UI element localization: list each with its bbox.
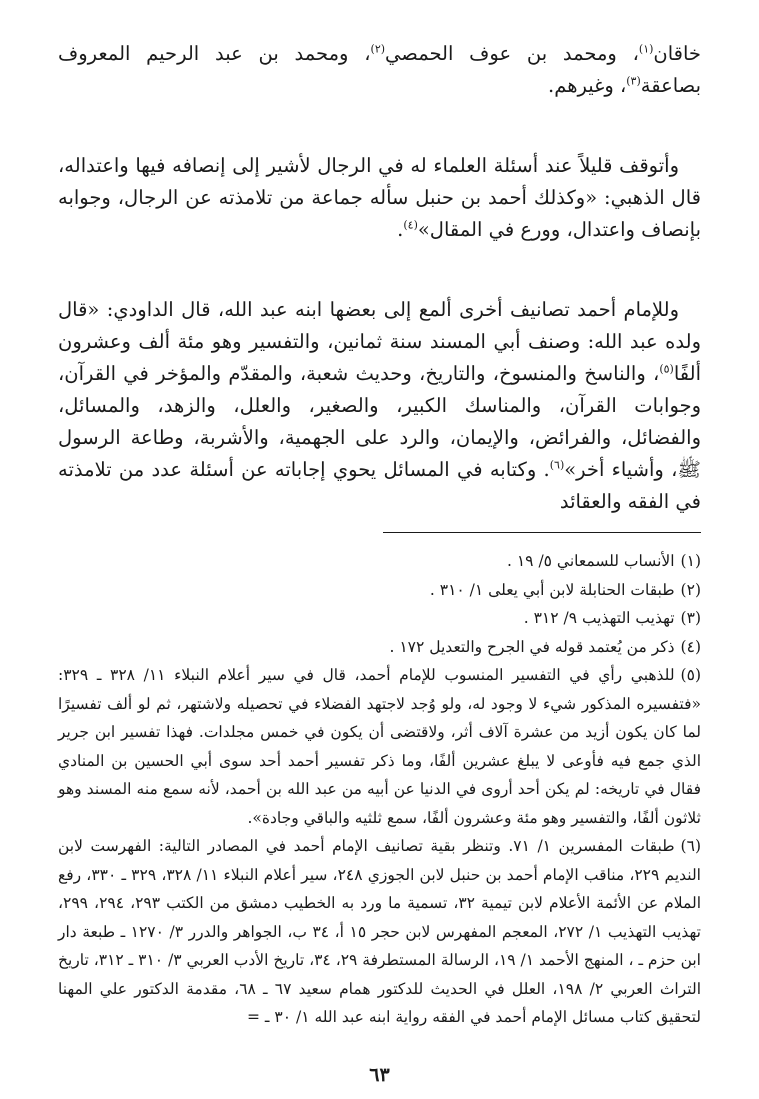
footnote-text: طبقات المفسرين ١/ ٧١. وتنظر بقية تصانيف الإمام أحمد في المصادر التالية: الفهرست لابن النديم ٢٢٩، مناقب الإمام أحمد بن حنبل لابن الجوزي ٢٤٨، سير أعلام النبلاء ١١/ ٣٢٨، ٣٢٩ ـ ٣٣٠، رفع الملام عن الأئمة الأعلام لابن تيمية ٣٢، تسمية ما ورد به الخطيب دمشق من الكتب ٢٩٣، ٢٩٤، ٢٩٩، تهذيب التهذيب ١/ ٢٧٢، المعجم المفهرس لابن حجر ١٥ أ، ٣٤ ب، الجواهر والدرر ٣/ ١٢٧٠ ـ طبعة دار ابن حزم ـ ، المنهج الأحمد ١/ ١٩، الرسالة المستطرفة ٢٩، ٣٤، تاريخ الأدب العربي ٣/ ٣١٠ ـ ٣١٢، تاريخ التراث العربي ٢/ ١٩٨، العلل في الحديث للدكتور همام سعيد ٦٧ ـ ٦٨، مقدمة الدكتور علي المهنا لتحقيق كتاب مسائل الإمام أحمد في الفقه رواية ابنه عبد الله ١/ ٣٠ ـ =	[57, 837, 702, 1026]
footnote-text: طبقات الحنابلة لابن أبي يعلى ١/ ٣١٠ .	[429, 580, 675, 599]
footnote-ref[interactable]: (٣)	[626, 74, 641, 88]
footnote-number: (٣)	[680, 609, 701, 627]
text-run: وأتوقف قليلاً عند أسئلة العلماء له في الرجال لأشير إلى إنصافه فيها واعتداله، قال الذهبي: «وكذلك أحمد بن حنبل سأله جماعة من تلامذته عن الرجال، وجوابه بإنصاف واعتدال، وورع في المقال»	[58, 154, 701, 241]
body-paragraph	[58, 294, 701, 518]
footnote	[58, 661, 701, 832]
footnote	[58, 633, 701, 662]
text-run: خاقان	[653, 42, 701, 65]
footnote	[58, 547, 701, 576]
footnote-number: (٢)	[680, 580, 701, 599]
footnote-number: (١)	[680, 552, 701, 570]
footnote	[58, 604, 701, 633]
footnote-ref[interactable]: (٦)	[549, 458, 565, 472]
footnote-number: (٦)	[680, 837, 701, 855]
footnote-number: (٥)	[680, 666, 701, 684]
text-run: ، والناسخ والمنسوخ، والتاريخ، وحديث شعبة، والمقدّم والمؤخر في القرآن، وجوابات القرآن، والمناسك الكبير، والصغير، والعلل، والزهد، والمسائل، والفضائل، والفرائض، والإيمان، والرد على الجهمية، والأشربة، وطاعة الرسول ﷺ، وأشياء أخر»	[58, 362, 701, 481]
footnote	[58, 576, 701, 605]
text-run: ، ومحمد بن عبد الرحيم المعروف بصاعقة	[58, 42, 701, 97]
text-run: ، ومحمد بن عوف الحمصي	[385, 42, 639, 65]
body-paragraph	[58, 38, 701, 102]
footnote-text: ذكر من يُعتمد قوله في الجرح والتعديل ١٧٢ .	[389, 637, 675, 656]
footnote-ref[interactable]: (١)	[638, 42, 654, 56]
text-run: وللإمام أحمد تصانيف أخرى ألمع إلى بعضها ابنه عبد الله، قال الداودي: «قال ولده عبد الله: وصنف أبي المسند سنة ثمانين، والتفسير وهو مئة ألف وعشرون ألفًا	[58, 298, 701, 385]
text-run: .	[397, 218, 404, 241]
footnote-text: تهذيب التهذيب ٩/ ٣١٢ .	[523, 609, 675, 627]
text-run: . وكتابه في المسائل يحوي إجاباته عن أسئلة عدد من تلامذته في الفقه والعقائد	[58, 458, 701, 513]
footnote-number: (٤)	[680, 637, 701, 656]
body-paragraph	[58, 150, 701, 246]
footnote-divider	[383, 532, 701, 533]
footnote-ref[interactable]: (٤)	[403, 218, 418, 232]
footnote-text: الأنساب للسمعاني ٥/ ١٩ .	[507, 552, 675, 570]
footnote-text: للذهبي رأي في التفسير المنسوب للإمام أحمد، قال في سير أعلام النبلاء ١١/ ٣٢٨ ـ ٣٢٩: «فتفسيره المذكور شيء لا وجود له، ولو وُجد لاجتهد الفضلاء في تحصيله ولاشتهر، ثم لو ألف تفسيرًا لما كان يكون أزيد من عشرة آلاف أثر، ولاقتضى أن يكون في خمس مجلدات. فهذا تفسير ابن جرير الذي جمع فيه فأوعى لا يبلغ عشرين ألفًا، وما ذكر تفسير أحمد أحد سوى أبي الحسين بن المنادي فقال في تاريخه: لم يكن أحد أروى في الدنيا عن أبيه من عبد الله بن أحمد، لأنه سمع منه المسند وهو ثلاثون ألفًا، والتفسير وهو مئة وعشرون ألفًا، سمع ثلثيه والباقي وجادة».	[58, 666, 701, 827]
footnote-ref[interactable]: (٢)	[370, 42, 386, 56]
footnotes	[58, 547, 701, 1032]
footnote	[58, 832, 701, 1032]
text-run: ، وغيرهم.	[548, 74, 627, 97]
footnote-ref[interactable]: (٥)	[659, 362, 674, 376]
page-number: ٦٣	[369, 1064, 390, 1086]
